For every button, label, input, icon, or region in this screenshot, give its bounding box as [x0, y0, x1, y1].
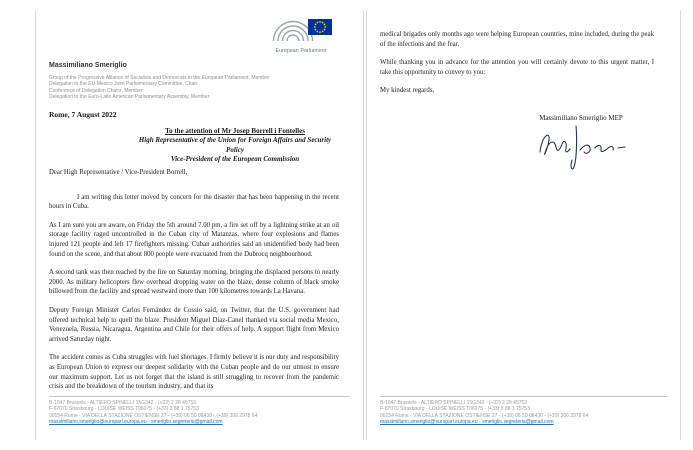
paragraph: medical brigades only months ago were helping European countries, mine included, during the peak of the infections and the fear.	[380, 31, 654, 48]
letter-body-page1	[49, 168, 339, 401]
recipient-block	[131, 127, 339, 165]
footer-address-line: F-67070 Strasbourg - LOUISE WEISS T06075 - (+33) 3 88 1 75753	[49, 406, 199, 413]
letter-page-1	[35, 10, 364, 440]
letter-page-2	[366, 10, 681, 440]
footer-address-line: 00154 Rome - VIA DELLA STAZIONE OSTIENSE 27 - (+39) 06 50 08430 - (+39) 306 2978 64	[380, 412, 589, 419]
footer-address-line: B-1047 Brussels - ALTIERO SPINELLI 15G342 - (+32) 2 28 45753	[49, 400, 197, 406]
letter-body-page2	[380, 30, 654, 105]
closing-line: My kindest regards,	[380, 87, 435, 95]
paragraph: I am writing this letter moved by concern for the disaster that has been happening in the recent hours in Cuba.	[49, 193, 339, 211]
footer-address-line: B-1047 Brussels - ALTIERO SPINELLI 15G342 - (+32) 2 28 45753	[380, 400, 528, 406]
paragraph: While thanking you in advance for the attention you will certainly devote to this urgent matter, I take this opportunity to convey to you:	[380, 59, 654, 76]
salutation: Dear High Representative / Vice-President Borrell,	[49, 169, 188, 176]
sender-name: Massimiliano Smeriglio	[49, 62, 127, 69]
footer-address-line: F-67070 Strasbourg - LOUISE WEISS T06075 - (+33) 3 88 1 75753	[380, 406, 530, 413]
sender-roles	[49, 75, 343, 100]
footer-address-line: 00154 Rome - VIA DELLA STAZIONE OSTIENSE 27 - (+39) 06 50 08430 - (+39) 306 2978 64	[49, 412, 258, 419]
paragraph: A second tank was then reached by the fire on Saturday morning, bringing the displaced persons to nearly 2000. As military helicopters flew overhead dropping water on the blaze, dense column of black smoke billowed from the facility and spread westward more than 100 kilometres towards La Havana.	[49, 269, 339, 296]
signature-name: Massimiliano Smeriglio MEP	[539, 114, 623, 122]
paragraph: Deputy Foreign Minister Carlos Fernández de Cossio said, on Twitter, that the U.S. government had offered technical help to quell the blaze. President Miguel Diaz-Canel thanked via social media Mexico, Venezuela, Russia, Nicaragua, Argentina and Chile for their offers of help. A support flight from Mexico arrived Saturday night.	[49, 306, 339, 343]
date-line: Rome, 7 August 2022	[49, 110, 117, 119]
handwritten-signature	[526, 122, 636, 170]
sender-role-line: Delegation to the Euro-Latin American Parliamentary Assembly, Member	[49, 93, 210, 100]
sender-role-line: Delegation to the EU-Mexico Joint Parliamentary Committee, Chair	[49, 81, 198, 88]
sender-role-line: Conference of Delegation Chairs, Member	[49, 87, 143, 94]
recipient-attention-line: To the attention of Mr Josep Borrell i Fontelles	[165, 127, 305, 135]
recipient-title-line: High Representative of the Union for Foreign Affairs and Security Policy	[138, 136, 332, 154]
page1-footer	[49, 396, 350, 426]
signature-block	[516, 114, 646, 175]
paragraph: As I am sure you are aware, on Friday the 5th around 7.00 pm, a fire set off by a lightning strike at an oil storage facility raged uncontrolled in the Cuban city of Matanzas, where four explosions and flames injured 121 people and left 17 firefighters missing. Cuban authorities said an unidentified body had been found on the scene, and that about 800 people were evacuated from the Dubrocq neighbourhood.	[49, 221, 339, 258]
page2-footer	[380, 396, 667, 426]
footer-emails-link[interactable]: massimiliano.smeriglio@europarl.europa.eu - smeriglio.segreteria@gmail.com	[49, 419, 223, 426]
recipient-title-line: Vice-President of the European Commission	[170, 155, 300, 164]
sender-role-line: Group of the Progressive Alliance of Socialists and Democrats in the European Parliament, Member	[49, 75, 270, 81]
logo-caption: European Parliament	[275, 48, 327, 54]
paragraph: The accident comes as Cuba struggles with fuel shortages. I firmly believe it is our duty and responsibility as European Union to express our deepest solidarity with the Cuban people and do our utmost to ensure our maximum support. Let us not forget that the island is still struggling to recover from the pandemic crisis and the breakdown of the tourism industry, and that its	[49, 354, 339, 391]
ep-hemicycle-flag-icon	[268, 12, 334, 42]
footer-emails-link[interactable]: massimiliano.smeriglio@europarl.europa.eu - smeriglio.segreteria@gmail.com	[380, 419, 554, 426]
european-parliament-logo	[268, 12, 334, 54]
